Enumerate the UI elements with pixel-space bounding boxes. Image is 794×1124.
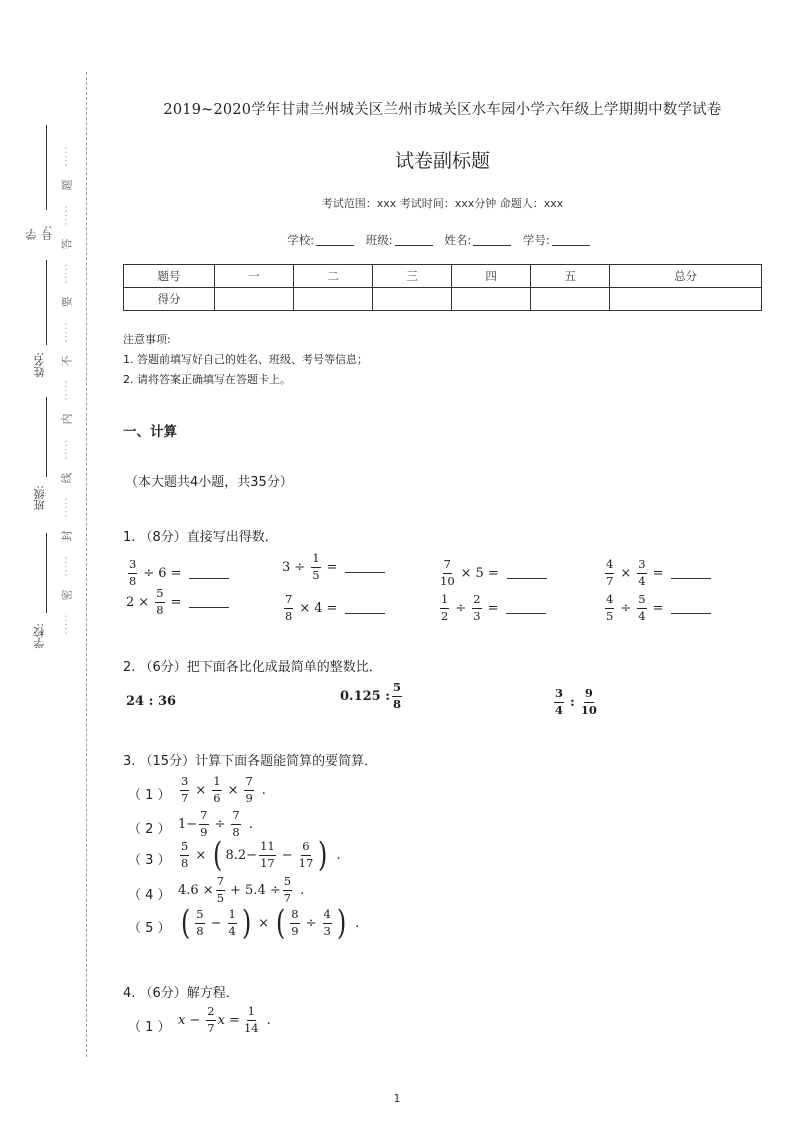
- q2-ratio-2: 0.125 : $\frac{5}{8}$: [340, 680, 402, 711]
- section-info: （本大题共4小题，共35分）: [125, 475, 293, 490]
- answer-blank[interactable]: [671, 567, 711, 579]
- score-cell[interactable]: [215, 288, 294, 311]
- q1-item: 2 × $\frac{5}{8}$ =: [126, 588, 229, 616]
- answer-blank[interactable]: [189, 596, 229, 608]
- answer-blank[interactable]: [189, 567, 229, 579]
- student-info-fields: 学校: 班级: 姓名: 学号:: [120, 232, 765, 248]
- q3-item-4: （ 4 ） 4.6 × $\frac{7}{5}$ + 5.4 ÷ $\frac{5}{7}$ .: [128, 874, 305, 905]
- school-blank[interactable]: [316, 245, 354, 246]
- q3-item-3: （ 3 ） $\frac{5}{8}$ × ( 8.2− $\frac{11}{17}$ − $\frac{6}{17}$ ) .: [128, 835, 341, 875]
- exam-subtitle: 试卷副标题: [394, 150, 490, 172]
- answer-blank[interactable]: [345, 602, 385, 614]
- answer-blank[interactable]: [671, 602, 711, 614]
- score-cell[interactable]: [452, 288, 531, 311]
- answer-blank[interactable]: [345, 561, 385, 573]
- page-number: 1: [393, 1092, 401, 1105]
- question-3-title: 3. （15分）计算下面各题能简算的要简算．: [123, 754, 378, 769]
- binding-dash-line: [86, 72, 87, 1057]
- binding-seal-text: ····· 题 ····· 答 ····· 要 ····· 不 ····· 内 ····· 线 ····· 封 ····· 密 ·····: [60, 145, 73, 635]
- exam-meta: 考试范围：xxx 考试时间：xxx分钟 命题人：xxx: [321, 197, 564, 210]
- q1-item: $\frac{7}{8}$ × 4 =: [282, 588, 385, 622]
- q1-item: 3 ÷ $\frac{1}{5}$ =: [282, 553, 385, 581]
- score-table-header-row: 题号 一 二 三 四 五 总分: [124, 265, 762, 288]
- q2-ratio-3: $\frac{3}{4}$ : $\frac{9}{10}$: [555, 686, 597, 717]
- score-table: [123, 264, 762, 311]
- section-heading: 一、计算: [123, 424, 177, 440]
- notes: 注意事项: 1. 答题前填写好自己的姓名、班级、考号等信息； 2. 请将答案正确填写在答题卡上。: [123, 333, 368, 386]
- q3-item-2: （ 2 ） 1− $\frac{7}{9}$ ÷ $\frac{7}{8}$ .: [128, 808, 253, 839]
- binding-field-student-id: 学号:: [28, 125, 52, 240]
- binding-field-class: 班级:: [28, 397, 52, 522]
- score-cell[interactable]: [531, 288, 610, 311]
- q1-item: $\frac{1}{2}$ ÷ $\frac{2}{3}$ =: [438, 588, 546, 622]
- q1-item: $\frac{4}{7}$ × $\frac{3}{4}$ =: [603, 553, 711, 587]
- score-cell[interactable]: [610, 288, 762, 311]
- exam-title: 2019~2020学年甘肃兰州城关区兰州市城关区水车园小学六年级上学期期中数学试卷: [163, 102, 722, 118]
- score-cell[interactable]: [294, 288, 373, 311]
- q1-item: $\frac{4}{5}$ ÷ $\frac{5}{4}$ =: [603, 588, 711, 622]
- q1-item: $\frac{3}{8}$ ÷ 6 =: [126, 553, 229, 587]
- q3-item-1: （ 1 ） $\frac{3}{7}$ × $\frac{1}{6}$ × $\frac{7}{9}$ .: [128, 774, 266, 805]
- student-id-blank[interactable]: [552, 245, 590, 246]
- score-cell[interactable]: [373, 288, 452, 311]
- answer-blank[interactable]: [507, 567, 547, 579]
- q1-item: $\frac{7}{10}$ × 5 =: [438, 553, 547, 587]
- binding-margin: [0, 0, 100, 1124]
- binding-field-school: 学校:: [28, 533, 52, 653]
- q4-item-1: （ 1 ） x − $\frac{2}{7}$ x = $\frac{1}{14}$ .: [128, 1004, 271, 1035]
- binding-field-name: 姓名:: [28, 260, 52, 385]
- question-1-title: 1. （8分）直接写出得数．: [123, 530, 278, 545]
- question-2-title: 2. （6分）把下面各比化成最简单的整数比．: [123, 660, 382, 675]
- q3-item-5: （ 5 ） ( $\frac{5}{8}$ − $\frac{1}{4}$ ) × ( $\frac{8}{9}$ ÷ $\frac{4}{3}$ ) .: [128, 903, 360, 943]
- name-blank[interactable]: [473, 245, 511, 246]
- class-blank[interactable]: [395, 245, 433, 246]
- binding-fields: [25, 125, 54, 650]
- q2-ratio-1: 24 : 36: [126, 694, 177, 709]
- score-table-score-row: 得分: [124, 288, 762, 311]
- question-4-title: 4. （6分）解方程．: [123, 986, 239, 1001]
- answer-blank[interactable]: [506, 602, 546, 614]
